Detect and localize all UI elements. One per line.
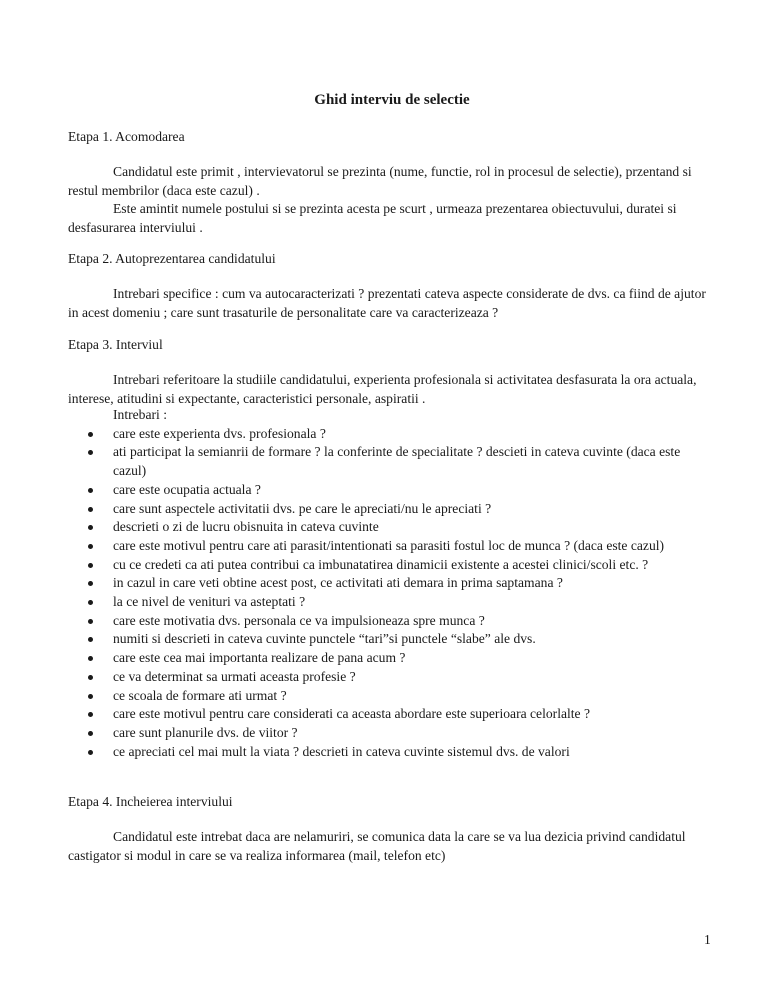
bullet-icon [88, 563, 93, 568]
etapa4-paragraph-1 [68, 828, 716, 865]
etapa4-paragraph-1-text: Candidatul este intrebat daca are nelamuriri, se comunica data la care se va lua dezicia privind candidatul castigator si modul in care se va realiza informarea (mail, telefon etc) [68, 829, 686, 863]
list-item [68, 668, 716, 687]
bullet-icon [88, 619, 93, 624]
list-item-text: la ce nivel de venituri va asteptati ? [113, 594, 306, 610]
list-item [68, 705, 716, 724]
bullet-icon [88, 432, 93, 437]
bullet-icon [88, 581, 93, 586]
etapa3-intro-text: Intrebari : [113, 407, 167, 422]
list-item-text: care sunt aspectele activitatii dvs. pe care le apreciati/nu le apreciati ? [113, 500, 492, 516]
bullet-icon [88, 507, 93, 512]
etapa1-paragraph-2 [68, 200, 716, 237]
list-item-text: ce scoala de formare ati urmat ? [113, 687, 287, 703]
etapa2-paragraph-1 [68, 285, 716, 322]
list-item-text: in cazul in care veti obtine acest post, ce activitati ati demara in prima saptamana ? [113, 575, 563, 591]
list-item-text: care este motivatia dvs. personala ce va impulsioneaza spre munca ? [113, 612, 485, 628]
list-item [68, 649, 716, 668]
bullet-icon [88, 731, 93, 736]
bullet-icon [88, 637, 93, 642]
list-item [68, 481, 716, 500]
etapa3-paragraph-1-text: Intrebari referitoare la studiile candidatului, experienta profesionala si activitatea desfasurata la ora actuala, interese, atitudini si expectante, caracteristici personale, aspiratii . [68, 372, 697, 406]
list-item [68, 500, 716, 519]
bullet-icon [88, 544, 93, 549]
etapa3-paragraph-1 [68, 371, 716, 408]
list-item [68, 537, 716, 556]
list-item-text: ce apreciati cel mai mult la viata ? descrieti in cateva cuvinte sistemul dvs. de valori [113, 743, 570, 759]
document-title: Ghid interviu de selectie [314, 92, 470, 108]
etapa2-paragraph-1-text: Intrebari specifice : cum va autocaracterizati ? prezentati cateva aspecte considerate de dvs. ca fiind de ajutor in acest domeniu ; care sunt trasaturile de personalitate care va caracterizeaza ? [68, 286, 706, 320]
bullet-icon [88, 694, 93, 699]
list-item-text: care este ocupatia actuala ? [113, 481, 261, 497]
bullet-icon [88, 525, 93, 530]
bullet-icon [88, 675, 93, 680]
list-item-text: ce va determinat sa urmati aceasta profesie ? [113, 668, 356, 684]
etapa3-intro-line [68, 406, 716, 425]
bullet-icon [88, 600, 93, 605]
bullet-icon [88, 656, 93, 661]
list-item [68, 612, 716, 631]
list-item [68, 574, 716, 593]
list-item-text: numiti si descrieti in cateva cuvinte punctele “tari”si punctele “slabe” ale dvs. [113, 631, 536, 647]
etapa1-paragraph-1-text: Candidatul este primit , intervievatorul se prezinta (nume, functie, rol in procesul de selectie), przentand si restul membrilor (daca este cazul) . [68, 164, 692, 198]
etapa3-question-list [68, 406, 716, 761]
list-item [68, 425, 716, 444]
list-item-text: cu ce credeti ca ati putea contribui ca imbunatatirea dinamicii existente a acestei clinici/scoli etc. ? [113, 556, 649, 572]
bullet-icon [88, 450, 93, 455]
list-item-text: ati participat la semianrii de formare ? la conferinte de specialitate ? descieti in cateva cuvinte (daca este cazul) [113, 444, 681, 479]
list-item-text: care este cea mai importanta realizare de pana acum ? [113, 650, 406, 666]
list-item [68, 630, 716, 649]
list-item-text: care este motivul pentru care considerati ca aceasta abordare este superioara celorlalte ? [113, 706, 591, 722]
list-item [68, 724, 716, 743]
etapa1-paragraph-1 [68, 163, 716, 200]
list-item [68, 593, 716, 612]
page-number: 1 [704, 932, 711, 947]
etapa1-paragraph-2-text: Este amintit numele postului si se prezinta acesta pe scurt , urmeaza prezentarea obiectuvului, duratei si desfasurarea interviului . [68, 201, 677, 235]
bullet-icon [88, 488, 93, 493]
list-item-text: care este experienta dvs. profesionala ? [113, 425, 326, 441]
etapa2-heading: Etapa 2. Autoprezentarea candidatului [68, 251, 276, 266]
list-item-text: descrieti o zi de lucru obisnuita in cateva cuvinte [113, 519, 379, 535]
list-item-text: care este motivul pentru care ati parasit/intentionati sa parasiti fostul loc de munca ? (daca este cazul) [113, 537, 665, 553]
etapa3-heading: Etapa 3. Interviul [68, 337, 163, 352]
list-item [68, 443, 716, 480]
list-item [68, 687, 716, 706]
etapa1-heading: Etapa 1. Acomodarea [68, 129, 185, 144]
list-item [68, 556, 716, 575]
list-item [68, 743, 716, 762]
bullet-icon [88, 750, 93, 755]
etapa4-heading: Etapa 4. Incheierea interviului [68, 794, 233, 809]
list-item-text: care sunt planurile dvs. de viitor ? [113, 724, 298, 740]
bullet-icon [88, 712, 93, 717]
list-item [68, 518, 716, 537]
